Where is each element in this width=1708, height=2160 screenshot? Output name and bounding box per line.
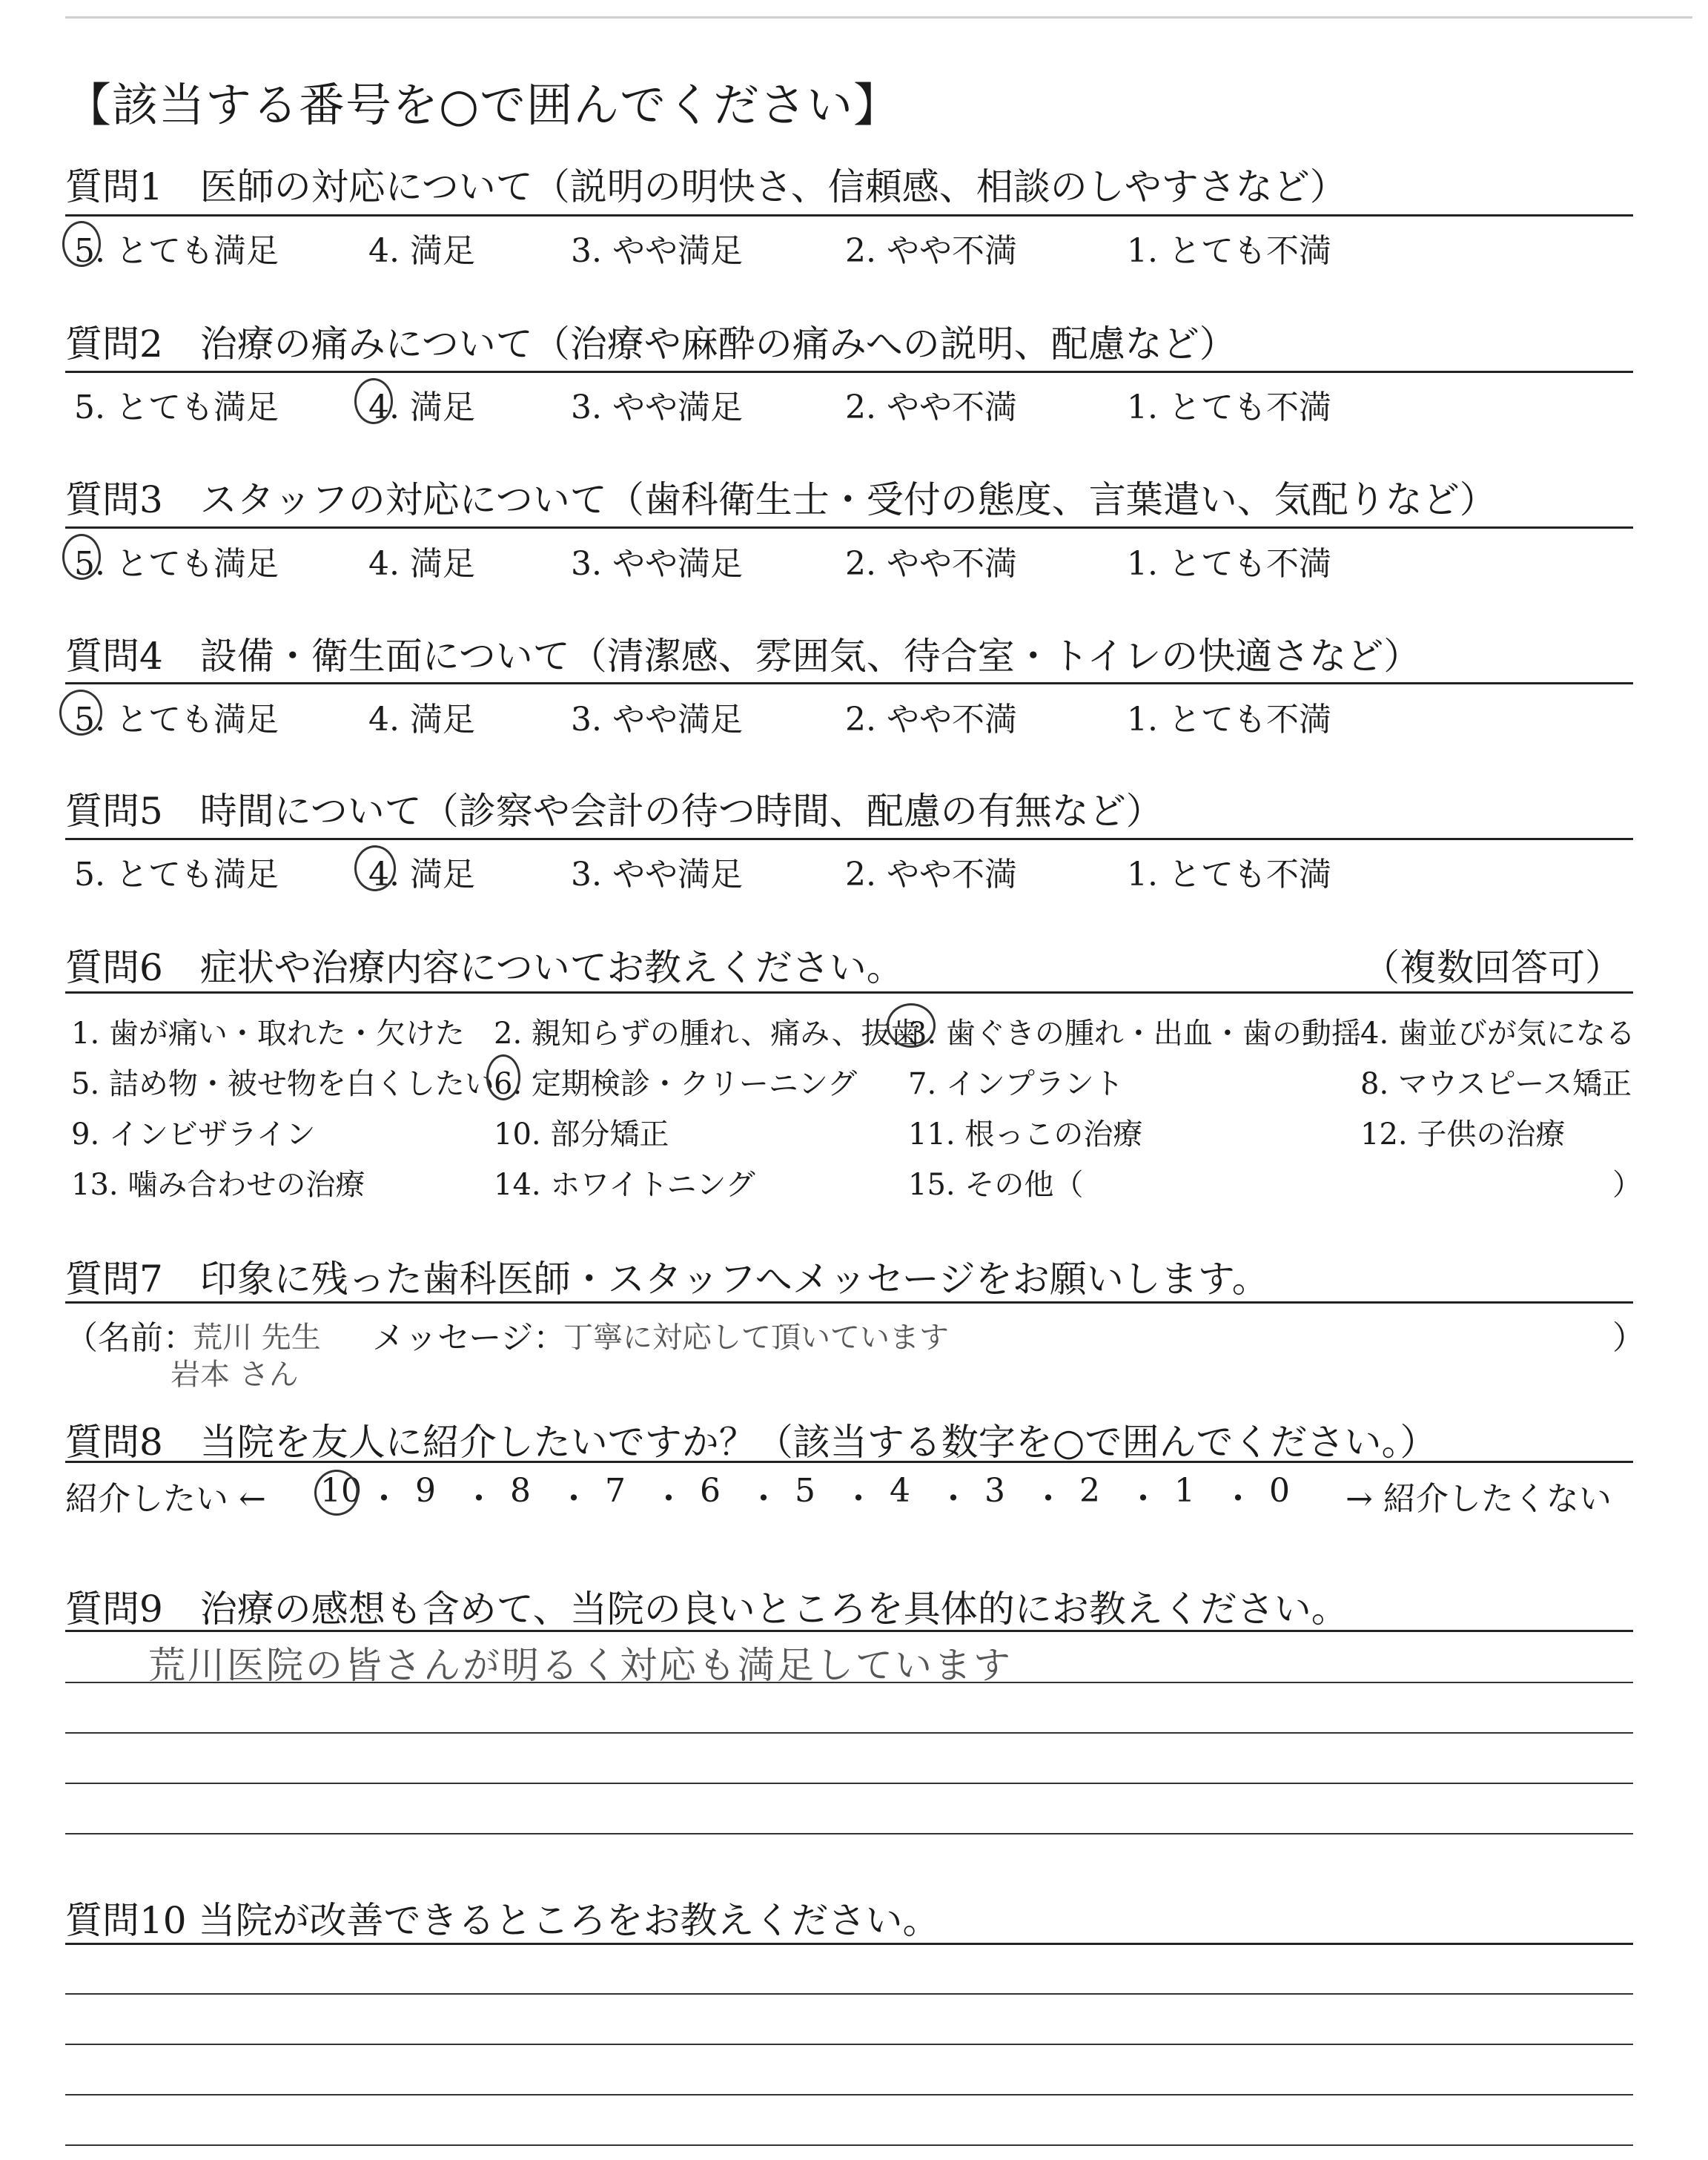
q1-option-4[interactable]: 4. 満足 [368, 232, 475, 270]
q8-scale-1[interactable]: 1 [1174, 1472, 1195, 1510]
q8-scale-separator: ・ [557, 1480, 590, 1518]
q8-scale-separator: ・ [842, 1480, 875, 1518]
q8-scale-7[interactable]: 7 [605, 1472, 626, 1510]
q7-name-label: （名前： [65, 1319, 196, 1357]
q7-message-value[interactable]: 丁寧に対応して頂いています [563, 1321, 949, 1355]
q5-option-5[interactable]: 5. とても満足 [74, 856, 279, 894]
q6-item-7[interactable]: 7. インプラント [908, 1067, 1124, 1101]
q6-item-5[interactable]: 5. 詰め物・被せ物を白くしたい [71, 1067, 494, 1101]
q8-scale-separator: ・ [652, 1480, 685, 1518]
question-9-rule [65, 1630, 1633, 1632]
question-1-title: 質問1 医師の対応について（説明の明快さ、信頼感、相談のしやすさなど） [65, 165, 1347, 208]
q1-selection-circle [62, 221, 101, 267]
q10-answer-line-4 [65, 2144, 1633, 2146]
question-2-title: 質問2 治療の痛みについて（治療や麻酔の痛みへの説明、配慮など） [65, 323, 1237, 366]
q1-option-5[interactable]: 5. とても満足 [74, 232, 279, 270]
q3-option-5[interactable]: 5. とても満足 [74, 545, 279, 583]
q6-selection-circle-3 [887, 1003, 936, 1048]
q1-option-2[interactable]: 2. やや不満 [845, 232, 1017, 270]
q7-name-value-1[interactable]: 荒川 先生 [193, 1321, 321, 1355]
question-8-title: 質問8 当院を友人に紹介したいですか？（該当する数字を○で囲んでください。） [65, 1421, 1437, 1464]
q4-option-2[interactable]: 2. やや不満 [845, 701, 1017, 739]
q8-scale-separator: ・ [1127, 1480, 1159, 1518]
q8-scale-2[interactable]: 2 [1079, 1472, 1100, 1510]
q7-name-value-2[interactable]: 岩本 さん [171, 1358, 299, 1392]
q4-option-4[interactable]: 4. 満足 [368, 701, 475, 739]
question-10-rule [65, 1943, 1633, 1945]
q7-close-paren: ） [1612, 1319, 1645, 1357]
question-6-note: （複数回答可） [1363, 946, 1622, 989]
q9-answer-line-3 [65, 1783, 1633, 1784]
question-4-rule [65, 682, 1633, 684]
q7-message-label: メッセージ： [372, 1319, 566, 1357]
q6-item-6[interactable]: 6. 定期検診・クリーニング [494, 1067, 858, 1101]
q8-scale-separator: ・ [747, 1480, 780, 1518]
q9-answer-line-2 [65, 1732, 1633, 1734]
q10-answer-line-2 [65, 2044, 1633, 2045]
q4-option-5[interactable]: 5. とても満足 [74, 701, 279, 739]
q6-item-15-close: ） [1612, 1168, 1642, 1202]
q4-option-1[interactable]: 1. とても不満 [1127, 701, 1331, 739]
q5-selection-circle [354, 845, 396, 891]
q10-answer-line-1 [65, 1993, 1633, 1995]
q8-scale-0[interactable]: 0 [1269, 1472, 1290, 1510]
q2-option-5[interactable]: 5. とても満足 [74, 389, 279, 426]
q8-scale-3[interactable]: 3 [984, 1472, 1005, 1510]
question-8-rule [65, 1461, 1633, 1463]
q2-option-4[interactable]: 4. 満足 [368, 389, 475, 426]
q8-scale-separator: ・ [463, 1480, 495, 1518]
q6-item-12[interactable]: 12. 子供の治療 [1360, 1117, 1566, 1152]
q8-right-label: → 紹介したくない [1345, 1480, 1612, 1518]
q6-item-15[interactable]: 15. その他（ [908, 1168, 1084, 1202]
q8-scale-5[interactable]: 5 [795, 1472, 815, 1510]
q6-item-1[interactable]: 1. 歯が痛い・取れた・欠けた [71, 1017, 465, 1051]
q8-scale-9[interactable]: 9 [415, 1472, 436, 1510]
q8-left-label: 紹介したい ← [65, 1480, 266, 1518]
q1-option-3[interactable]: 3. やや満足 [571, 232, 743, 270]
q5-option-1[interactable]: 1. とても不満 [1127, 856, 1331, 894]
q2-option-3[interactable]: 3. やや満足 [571, 389, 743, 426]
question-6-rule [65, 991, 1633, 994]
q9-answer[interactable]: 荒川医院の皆さんが明るく対応も満足しています [148, 1644, 1013, 1687]
q3-option-3[interactable]: 3. やや満足 [571, 545, 743, 583]
q2-selection-circle [354, 378, 393, 424]
q8-scale-separator: ・ [1222, 1480, 1254, 1518]
q2-option-2[interactable]: 2. やや不満 [845, 389, 1017, 426]
q5-option-4[interactable]: 4. 満足 [368, 856, 475, 894]
q4-option-3[interactable]: 3. やや満足 [571, 701, 743, 739]
question-10-title: 質問10 当院が改善できるところをお教えください。 [65, 1899, 940, 1942]
q6-item-14[interactable]: 14. ホワイトニング [494, 1168, 755, 1202]
form-instruction: 【該当する番号を○で囲んでください】 [65, 78, 901, 132]
q6-item-11[interactable]: 11. 根っこの治療 [908, 1117, 1143, 1152]
q8-scale-10[interactable]: 10 [320, 1472, 362, 1510]
question-9-title: 質問9 治療の感想も含めて、当院の良いところを具体的にお教えください。 [65, 1588, 1348, 1631]
q6-item-3[interactable]: 3. 歯ぐきの腫れ・出血・歯の動揺 [908, 1017, 1361, 1051]
q8-scale-separator: ・ [1032, 1480, 1065, 1518]
q9-answer-line-4 [65, 1833, 1633, 1834]
q4-selection-circle [59, 690, 102, 736]
q5-option-3[interactable]: 3. やや満足 [571, 856, 743, 894]
q3-option-1[interactable]: 1. とても不満 [1127, 545, 1331, 583]
q8-scale-4[interactable]: 4 [890, 1472, 910, 1510]
q1-option-1[interactable]: 1. とても不満 [1127, 232, 1331, 270]
question-4-title: 質問4 設備・衛生面について（清潔感、雰囲気、待合室・トイレの快適さなど） [65, 635, 1421, 678]
question-6-title: 質問6 症状や治療内容についてお教えください。 [65, 946, 904, 989]
question-7-rule [65, 1301, 1633, 1304]
q5-option-2[interactable]: 2. やや不満 [845, 856, 1017, 894]
q6-item-8[interactable]: 8. マウスピース矯正 [1360, 1067, 1632, 1101]
q3-option-4[interactable]: 4. 満足 [368, 545, 475, 583]
q6-item-9[interactable]: 9. インビザライン [71, 1117, 316, 1152]
q8-selection-circle [314, 1470, 359, 1516]
q8-scale-separator: ・ [937, 1480, 970, 1518]
q6-item-13[interactable]: 13. 噛み合わせの治療 [71, 1168, 365, 1202]
q6-item-10[interactable]: 10. 部分矯正 [494, 1117, 669, 1152]
q2-option-1[interactable]: 1. とても不満 [1127, 389, 1331, 426]
q3-selection-circle [62, 534, 101, 580]
question-5-title: 質問5 時間について（診察や会計の待つ時間、配慮の有無など） [65, 790, 1163, 833]
question-3-rule [65, 526, 1633, 529]
q3-option-2[interactable]: 2. やや不満 [845, 545, 1017, 583]
question-1-rule [65, 214, 1633, 217]
q9-answer-line-1 [65, 1682, 1633, 1683]
q8-scale-6[interactable]: 6 [700, 1472, 721, 1510]
q6-selection-circle-6 [486, 1054, 520, 1100]
q8-scale-separator: ・ [368, 1480, 400, 1518]
q6-item-4[interactable]: 4. 歯並びが気になる [1360, 1017, 1635, 1051]
q8-scale-8[interactable]: 8 [510, 1472, 531, 1510]
question-7-title: 質問7 印象に残った歯科医師・スタッフへメッセージをお願いします。 [65, 1258, 1269, 1301]
question-5-rule [65, 838, 1633, 840]
q10-answer-line-3 [65, 2094, 1633, 2095]
question-3-title: 質問3 スタッフの対応について（歯科衛生士・受付の態度、言葉遣い、気配りなど） [65, 478, 1497, 521]
page-top-rule [65, 16, 1692, 19]
question-2-rule [65, 371, 1633, 373]
q6-item-2[interactable]: 2. 親知らずの腫れ、痛み、抜歯 [494, 1017, 921, 1051]
